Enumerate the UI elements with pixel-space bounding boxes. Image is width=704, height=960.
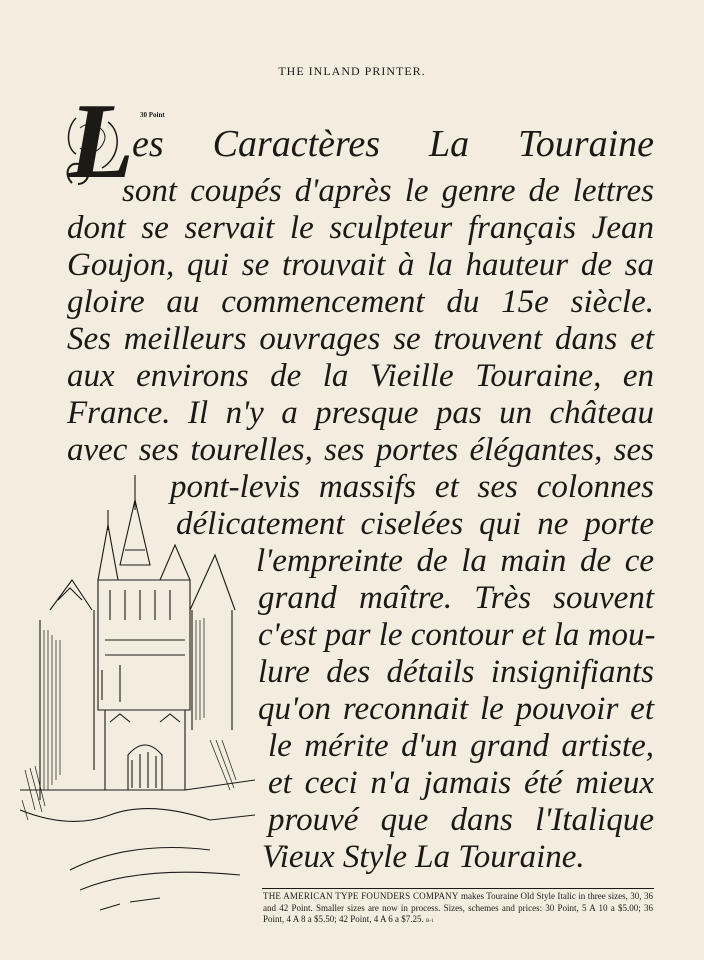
company-name: THE AMERICAN TYPE FOUNDERS COMPANY [263, 891, 459, 901]
chateau-illustration [10, 470, 260, 920]
drop-cap-letter: L [68, 82, 134, 201]
footer-rule [262, 888, 654, 889]
text-line: qu'on reconnait le pouvoir et [258, 691, 654, 727]
text-line: Ses meilleurs ouvrages se trouvent dans et [67, 321, 654, 357]
reference-code: B-1 [426, 919, 434, 924]
text-line: pont-levis massifs et ses colonnes [170, 469, 654, 505]
text-line: Vieux Style La Touraine. [262, 839, 585, 875]
point-size-label: 30 Point [140, 111, 165, 119]
text-line: avec ses tourelles, ses portes élégantes, ses [67, 432, 654, 468]
text-line: sont coupés d'après le genre de lettres [122, 173, 654, 209]
footer-note [263, 891, 653, 928]
text-line: dont se servait le sculpteur français Jean [67, 210, 654, 246]
text-line: aux environs de la Vieille Touraine, en [67, 358, 654, 394]
text-line: France. Il n'y a presque pas un château [67, 395, 654, 431]
text-line: délicatement ciselées qui ne porte [176, 506, 654, 542]
text-line: le mérite d'un grand artiste, [268, 728, 654, 764]
text-line: es Caractères La Touraine [132, 123, 654, 165]
text-line: gloire au commencement du 15e siècle. [67, 284, 654, 320]
text-line: lure des détails insignifiants [258, 654, 654, 690]
text-line: Goujon, qui se trouvait à la hauteur de sa [67, 247, 654, 283]
running-title: THE INLAND PRINTER. [278, 64, 426, 78]
text-line: l'empreinte de la main de ce [256, 543, 654, 579]
text-line: prouvé que dans l'Italique [268, 802, 654, 838]
text-line: et ceci n'a jamais été mieux [268, 765, 654, 801]
text-line: grand maître. Très souvent [258, 580, 654, 616]
footer-text: makes Touraine Old Style Italic in three sizes, 30, 36 and 42 Point. Smaller sizes are now in process. Sizes, schemes and prices: 30 Point, 5 A 10 a $5.00; 36 Point, 4 A 8 a $5.50; 42 Point, 4 A 6 a $7.25. [263, 891, 653, 924]
text-line: c'est par le contour et la mou- [258, 617, 656, 653]
